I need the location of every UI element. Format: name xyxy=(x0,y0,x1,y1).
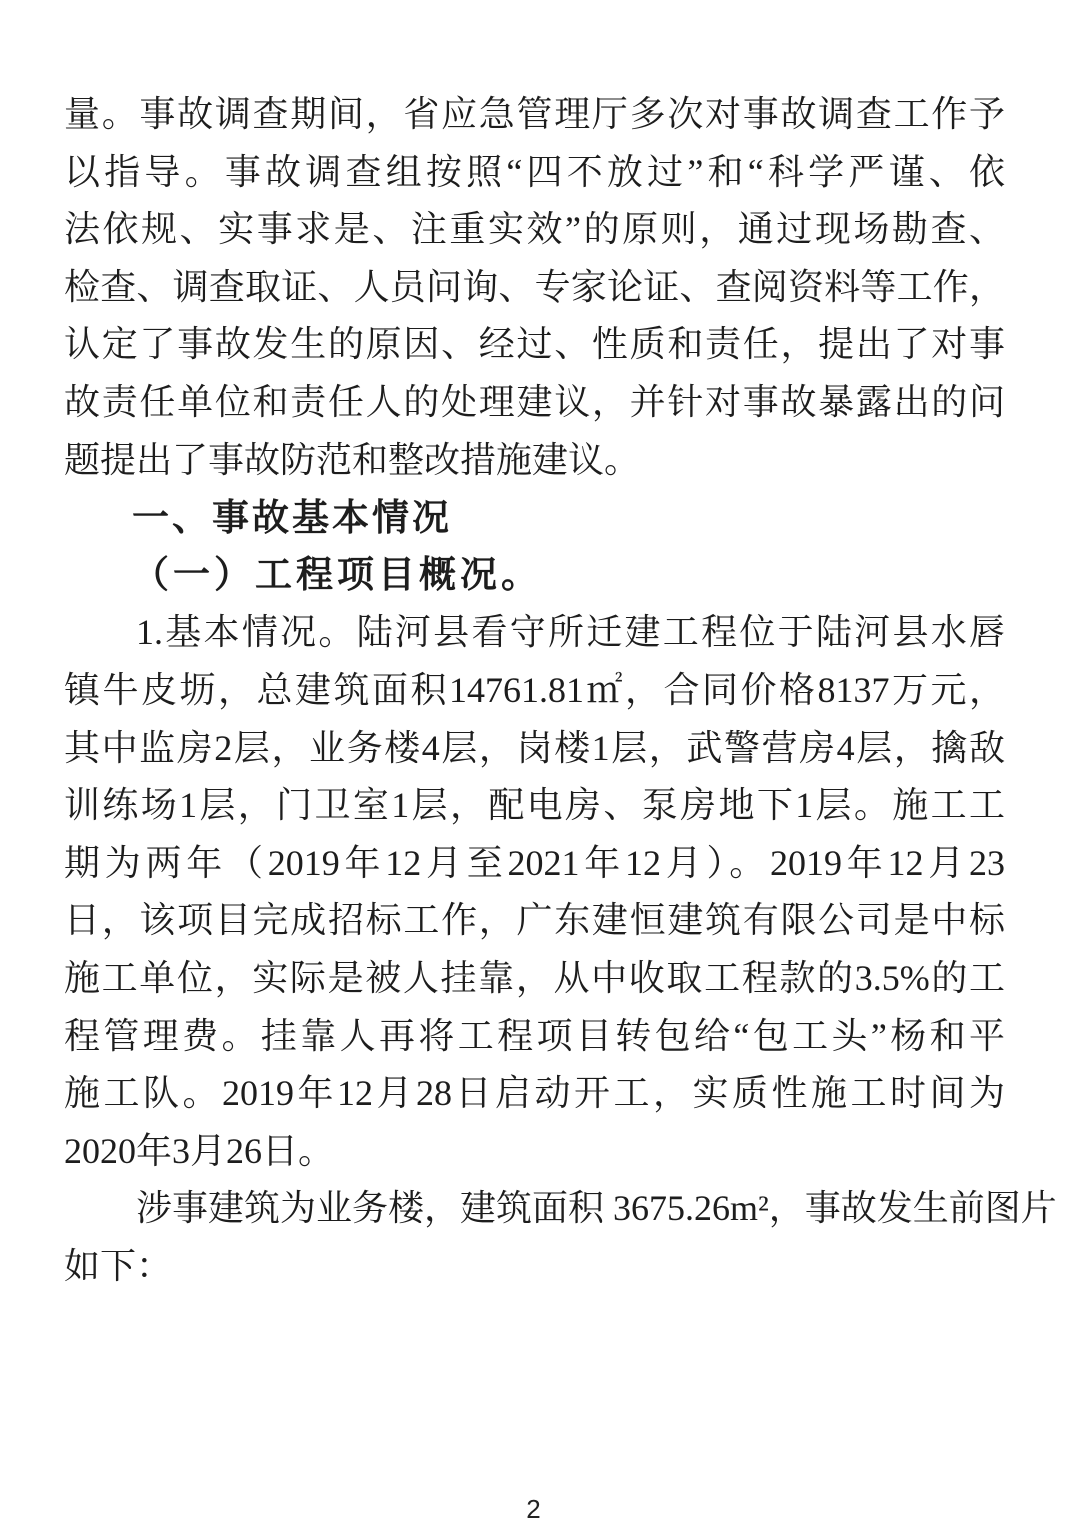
paragraph xyxy=(64,86,1005,489)
text-line: 训练场1层，门卫室1层，配电房、泵房地下1层。施工工 xyxy=(64,785,1005,826)
text-line: 施工单位，实际是被人挂靠，从中收取工程款的3.5%的工 xyxy=(64,957,1005,998)
text-line: 涉事建筑为业务楼，建筑面积 3675.26m²，事故发生前图片 xyxy=(136,1188,1057,1229)
page-number: 2 xyxy=(526,1494,541,1524)
text-line: 检查、调查取证、人员问询、专家论证、查阅资料等工作， xyxy=(64,266,1005,307)
text-line: （一）工程项目概况。 xyxy=(132,554,542,596)
text-line: 认定了事故发生的原因、经过、性质和责任，提出了对事 xyxy=(64,324,1005,365)
text-line: 题提出了事故防范和整改措施建议。 xyxy=(64,439,641,480)
document-content xyxy=(64,86,1057,1295)
section-heading xyxy=(64,489,1005,547)
subsection-heading xyxy=(64,547,1005,605)
text-line: 程管理费。挂靠人再将工程项目转包给“包工头”杨和平 xyxy=(64,1015,1005,1056)
text-line: 日，该项目完成招标工作，广东建恒建筑有限公司是中标 xyxy=(64,900,1005,941)
text-line: 法依规、实事求是、注重实效”的原则，通过现场勘查、 xyxy=(64,209,1005,250)
text-line: 以指导。事故调查组按照“四不放过”和“科学严谨、依 xyxy=(64,151,1005,192)
text-line: 故责任单位和责任人的处理建议，并针对事故暴露出的问 xyxy=(64,381,1005,422)
paragraph xyxy=(64,604,1005,1180)
text-line: 施工队。2019年12月28日启动开工，实质性施工时间为 xyxy=(64,1073,1005,1114)
text-line: 其中监房2层，业务楼4层，岗楼1层，武警营房4层，擒敌 xyxy=(64,727,1005,768)
text-line: 2020年3月26日。 xyxy=(64,1130,335,1171)
text-line: 期为两年（2019年12月至2021年12月）。2019年12月23 xyxy=(64,842,1005,883)
text-line: 镇牛皮坜，总建筑面积14761.81㎡，合同价格8137万元， xyxy=(64,669,1005,710)
text-line: 一、事故基本情况 xyxy=(132,497,452,539)
text-line: 1.基本情况。陆河县看守所迁建工程位于陆河县水唇 xyxy=(136,612,1005,653)
paragraph xyxy=(64,1180,1057,1295)
text-line: 量。事故调查期间，省应急管理厅多次对事故调查工作予 xyxy=(64,94,1005,134)
text-line: 如下： xyxy=(64,1245,173,1286)
